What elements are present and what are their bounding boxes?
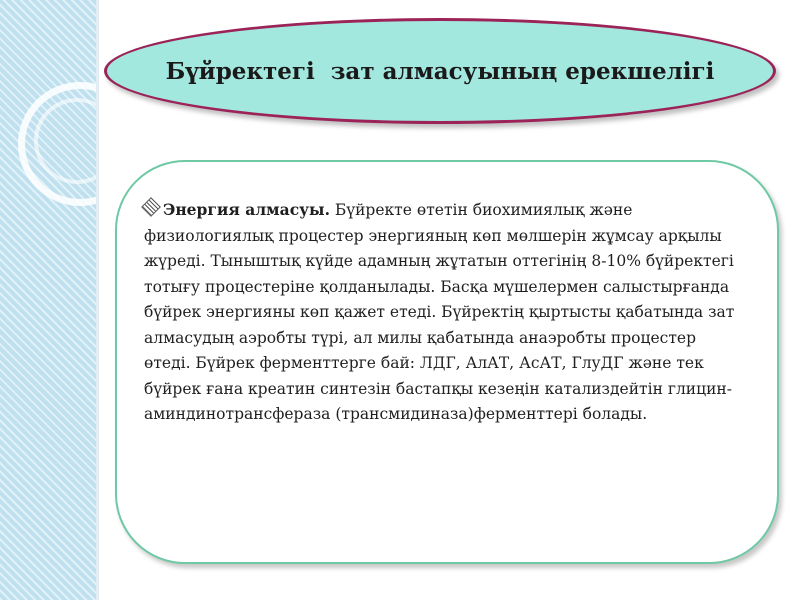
decorative-side-band bbox=[0, 0, 96, 600]
content-paragraph bbox=[144, 197, 744, 428]
content-box bbox=[115, 160, 779, 564]
paragraph-lead: Энергия алмасуы. bbox=[163, 200, 330, 219]
slide-title: Бүйректегі зат алмасуының ерекшелігі bbox=[165, 57, 715, 85]
paragraph-body: Бүйректе өтетін биохимиялық және физиологиялық процестер энергияның көп мөлшерін жұмсау арқылы жүреді. Тыныштық күйде адамның жұтатын оттегінің 8-10% бүйректегі тотығу процестеріне қолданылады. Басқа мүшелермен салыстырғанда бүйрек энергияны көп қажет етеді. Бүйректің қыртысты қабатында зат алмасудың аэробты түрі, ал милы қабатында анаэробты процестер өтеді. Бүйрек ферменттерге бай: ЛДГ, АлАТ, АсАТ, ГлуДГ және тек бүйрек ғана креатин синтезін бастапқы кезеңін катализдейтін глицин-аминдинотрансфераза (трансмидиназа)ферменттері болады. bbox=[144, 201, 735, 423]
diamond-bullet-icon bbox=[141, 197, 161, 217]
side-band-edge bbox=[96, 0, 99, 600]
title-oval bbox=[104, 18, 776, 124]
